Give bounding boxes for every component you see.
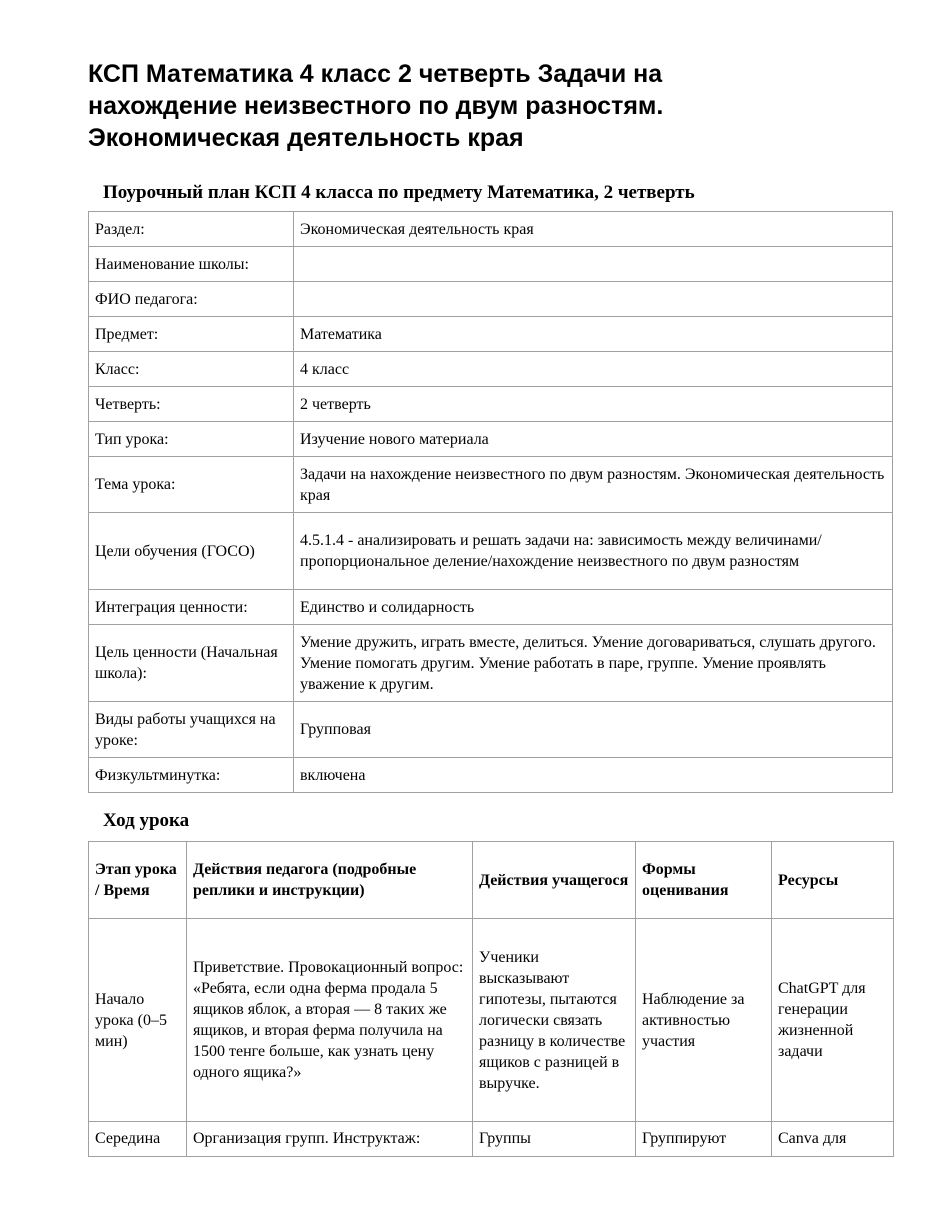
info-key: Предмет: <box>89 317 294 352</box>
info-row <box>89 352 893 387</box>
info-key: Наименование школы: <box>89 247 294 282</box>
info-value: 4.5.1.4 - анализировать и решать задачи на: зависимость между величинами/ пропорциональное деление/нахождение неизвестного по двум разностям <box>294 513 893 590</box>
info-row <box>89 625 893 702</box>
column-header-student-actions: Действия учащегося <box>473 842 636 919</box>
table-row <box>89 1122 894 1157</box>
column-header-assessment: Формы оценивания <box>636 842 772 919</box>
info-key: ФИО педагога: <box>89 282 294 317</box>
info-key: Четверть: <box>89 387 294 422</box>
info-key: Цели обучения (ГОСО) <box>89 513 294 590</box>
info-value: Задачи на нахождение неизвестного по двум разностям. Экономическая деятельность края <box>294 457 893 513</box>
info-value <box>294 247 893 282</box>
lesson-heading: Ход урока <box>103 810 190 831</box>
info-row <box>89 212 893 247</box>
info-value: включена <box>294 758 893 793</box>
document-page <box>88 58 893 1157</box>
cell-stage: Середина <box>89 1122 187 1157</box>
cell-teacher-actions: Приветствие. Провокационный вопрос: «Ребята, если одна ферма продала 5 ящиков яблок, а вторая — 8 таких же ящиков, и вторая ферма получила на 1500 тенге больше, как узнать цену одного ящика?» <box>187 919 473 1122</box>
info-key: Тип урока: <box>89 422 294 457</box>
info-value: Единство и солидарность <box>294 590 893 625</box>
cell-assessment: Наблюдение за активностью участия <box>636 919 772 1122</box>
info-key: Цель ценности (Начальная школа): <box>89 625 294 702</box>
table-row <box>89 919 894 1122</box>
column-header-resources: Ресурсы <box>772 842 894 919</box>
info-value: 4 класс <box>294 352 893 387</box>
info-row <box>89 702 893 758</box>
info-row <box>89 422 893 457</box>
lesson-progress-table <box>88 841 894 1157</box>
info-row <box>89 758 893 793</box>
table-header-row <box>89 842 894 919</box>
cell-assessment: Группируют <box>636 1122 772 1157</box>
lesson-info-table <box>88 211 893 793</box>
info-key: Тема урока: <box>89 457 294 513</box>
cell-resources: ChatGPT для генерации жизненной задачи <box>772 919 894 1122</box>
column-header-stage: Этап урока / Время <box>89 842 187 919</box>
info-row <box>89 457 893 513</box>
info-row <box>89 590 893 625</box>
document-title: КСП Математика 4 класс 2 четверть Задачи на нахождение неизвестного по двум разностям. Экономическая деятельность края <box>88 60 664 152</box>
info-value: Экономическая деятельность края <box>294 212 893 247</box>
cell-student-actions: Ученики высказывают гипотезы, пытаются логически связать разницу в количестве ящиков с разницей в выручке. <box>473 919 636 1122</box>
info-row <box>89 317 893 352</box>
info-value: Математика <box>294 317 893 352</box>
cell-resources: Canva для <box>772 1122 894 1157</box>
info-row <box>89 513 893 590</box>
info-key: Интеграция ценности: <box>89 590 294 625</box>
cell-teacher-actions: Организация групп. Инструктаж: <box>187 1122 473 1157</box>
info-value: 2 четверть <box>294 387 893 422</box>
column-header-teacher-actions: Действия педагога (подробные реплики и инструкции) <box>187 842 473 919</box>
info-key: Раздел: <box>89 212 294 247</box>
info-row <box>89 282 893 317</box>
info-row <box>89 247 893 282</box>
info-key: Класс: <box>89 352 294 387</box>
cell-stage: Начало урока (0–5 мин) <box>89 919 187 1122</box>
info-value: Умение дружить, играть вместе, делиться. Умение договариваться, слушать другого. Умение помогать другим. Умение работать в паре, группе. Умение проявлять уважение к другим. <box>294 625 893 702</box>
info-value: Групповая <box>294 702 893 758</box>
info-key: Физкультминутка: <box>89 758 294 793</box>
cell-student-actions: Группы <box>473 1122 636 1157</box>
info-value: Изучение нового материала <box>294 422 893 457</box>
info-value <box>294 282 893 317</box>
info-row <box>89 387 893 422</box>
plan-heading: Поурочный план КСП 4 класса по предмету Математика, 2 четверть <box>103 182 695 203</box>
info-key: Виды работы учащихся на уроке: <box>89 702 294 758</box>
